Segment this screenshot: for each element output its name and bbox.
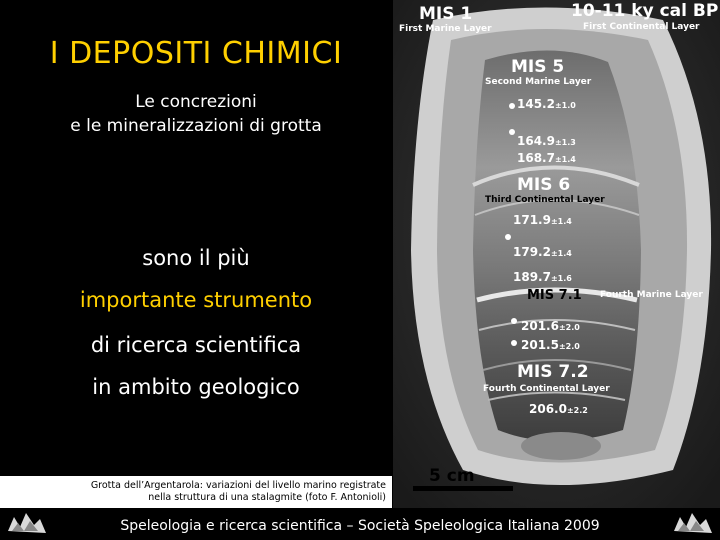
- date-8-error: ±2.0: [558, 342, 580, 351]
- date-8: [521, 338, 580, 352]
- date-7-error: ±2.0: [558, 323, 580, 332]
- date-9-value: 206.0: [529, 402, 567, 416]
- date-4-value: 171.9: [513, 213, 551, 227]
- date-7-value: 201.6: [521, 319, 559, 333]
- sample-dot-2: [509, 129, 515, 135]
- label-mis5-sub: Second Marine Layer: [485, 77, 592, 87]
- date-6-error: ±1.6: [550, 274, 572, 283]
- footer-bar: [0, 508, 720, 540]
- date-1-value: 145.2: [517, 97, 555, 111]
- label-mis5: MIS 5: [511, 57, 565, 77]
- date-4: [513, 213, 572, 227]
- date-2-value: 164.9: [517, 134, 555, 148]
- date-1: [517, 97, 576, 111]
- date-9: [529, 402, 588, 416]
- date-3-error: ±1.4: [554, 155, 576, 164]
- date-6: [513, 270, 572, 284]
- photo-caption: [0, 476, 392, 508]
- date-4-error: ±1.4: [550, 217, 572, 226]
- date-3: [517, 151, 576, 165]
- body-line-3: di ricerca scientifica: [90, 333, 302, 357]
- footer-text: Speleologia e ricerca scientifica – Società Speleologica Italiana 2009: [120, 518, 600, 534]
- scale-label: 5 cm: [429, 466, 475, 486]
- date-1-error: ±1.0: [554, 101, 576, 110]
- label-mis1-sub: First Marine Layer: [399, 24, 492, 34]
- body-line-4: in ambito geologico: [92, 375, 300, 399]
- label-age-sub: First Continental Layer: [583, 22, 700, 32]
- date-3-value: 168.7: [517, 151, 555, 165]
- label-mis6: MIS 6: [517, 175, 571, 195]
- stalagmite-photo: [393, 0, 720, 508]
- label-mis71-sub: Fourth Marine Layer: [600, 290, 703, 300]
- caption-line-2: nella struttura di una stalagmite (foto F. Antonioli): [148, 492, 386, 503]
- ssi-logo-left: [4, 509, 48, 537]
- date-5-error: ±1.4: [550, 249, 572, 258]
- slide-title: I DEPOSITI CHIMICI: [49, 36, 343, 71]
- label-mis6-sub: Third Continental Layer: [485, 195, 605, 205]
- sample-dot-4: [511, 318, 517, 324]
- slide-subtitle: [0, 90, 392, 138]
- label-mis72: MIS 7.2: [517, 362, 589, 382]
- date-9-error: ±2.2: [566, 406, 588, 415]
- caption-line-1: Grotta dell’Argentarola: variazioni del livello marino registrate: [90, 480, 386, 491]
- label-mis71: MIS 7.1: [527, 288, 582, 303]
- sample-dot-3: [505, 234, 511, 240]
- ssi-logo-right: [670, 509, 714, 537]
- label-mis72-sub: Fourth Continental Layer: [483, 384, 610, 394]
- date-7: [521, 319, 580, 333]
- label-age: 10-11 ky cal BP: [571, 1, 719, 21]
- date-8-value: 201.5: [521, 338, 559, 352]
- body-line-2-highlight: importante strumento: [79, 288, 313, 312]
- subtitle-line-2: e le mineralizzazioni di grotta: [70, 116, 322, 136]
- sample-dot-5: [511, 340, 517, 346]
- date-6-value: 189.7: [513, 270, 551, 284]
- date-5-value: 179.2: [513, 245, 551, 259]
- date-2-error: ±1.3: [554, 138, 576, 147]
- date-2: [517, 134, 576, 148]
- stalagmite-base: [521, 432, 601, 460]
- label-mis1: MIS 1: [419, 4, 473, 24]
- sample-dot-1: [509, 103, 515, 109]
- subtitle-line-1: Le concrezioni: [135, 92, 257, 112]
- scale-bar: [413, 486, 513, 491]
- body-line-1: sono il più: [142, 246, 250, 270]
- date-5: [513, 245, 572, 259]
